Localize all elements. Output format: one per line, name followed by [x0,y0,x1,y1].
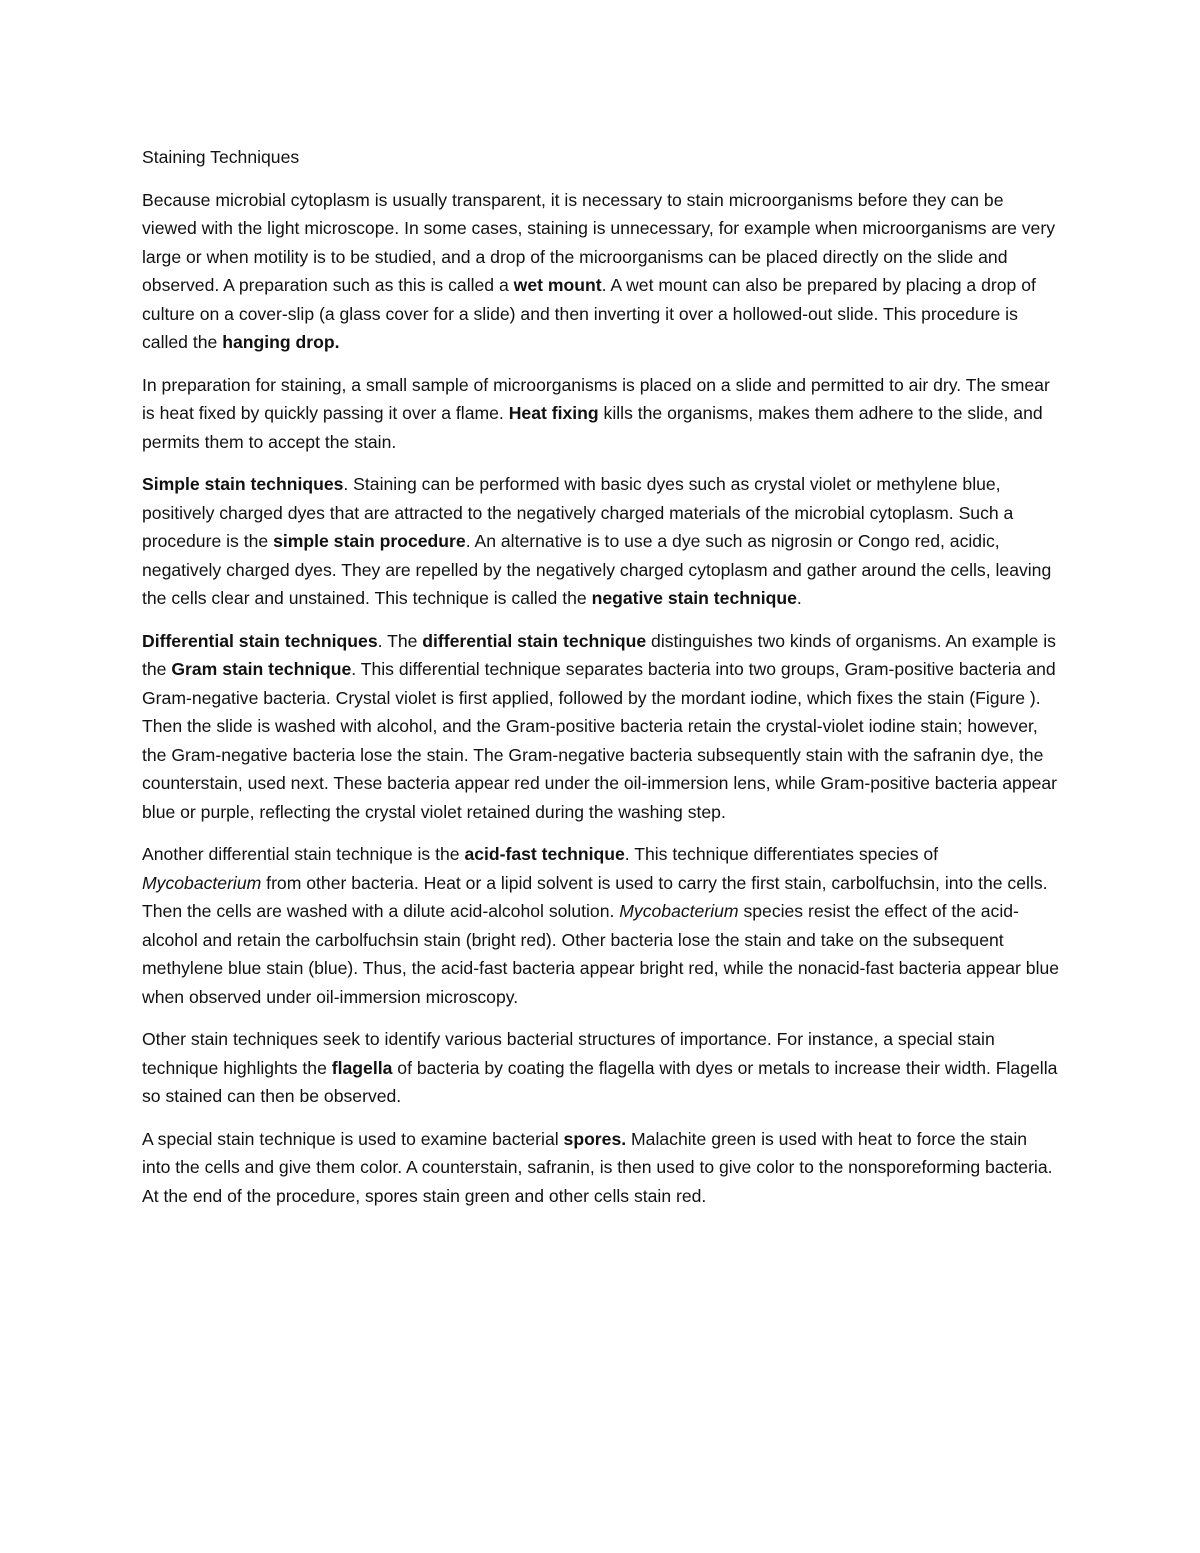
paragraph-spores [142,1125,1060,1211]
text-run: . [796,588,802,608]
text-run: Because microbial cytoplasm is usually transparent, it is necessary to stain microorganisms before they can be viewed with the light microscope. In some cases, staining is unnecessary, for example when microorganisms are very large or when motility is to be studied, and a drop of the microorganisms can be placed directly on the slide and observed. A preparation such as this is called a [142,189,1055,295]
text-run: Another differential stain technique is the [142,844,465,864]
document-body [142,143,1060,1224]
paragraph-wet-mount [142,186,1060,357]
document-title: Staining Techniques [142,147,300,167]
paragraph-heat-fixing [142,371,1060,457]
bold-term: Heat fixing [508,403,599,423]
bold-term: wet mount [513,275,602,295]
text-run: In preparation for staining, a small sample of microorganisms is placed on a slide and permitted to air dry. The smear is heat fixed by quickly passing it over a flame. [142,374,1050,423]
text-run: Other stain techniques seek to identify various bacterial structures of importance. For instance, a special stain technique highlights the [142,1029,995,1078]
text-run: . This technique differentiates species of [624,844,939,864]
bold-term: Gram stain technique [171,659,352,679]
bold-term: Simple stain techniques [142,474,344,494]
text-run: species resist the effect of the acid-alcohol and retain the carbolfuchsin stain (bright red). Other bacteria lose the stain and take on the subsequent methylene blue stain (blue). Thus, the acid-fast bacteria appear bright red, while the nonacid-fast bacteria appear blue when observed under oil-immersion microscopy. [142,901,1060,1007]
text-run: . This differential technique separates bacteria into two groups, Gram-positive bacteria and Gram-negative bacteria. Crystal violet is first applied, followed by the mordant iodine, which fixes the stain (Figure ). Then the slide is washed with alcohol, and the Gram-positive bacteria retain the crystal-violet iodine stain; however, the Gram-negative bacteria lose the stain. The Gram-negative bacteria subsequently stain with the safranin dye, the counterstain, used next. These bacteria appear red under the oil-immersion lens, while Gram-positive bacteria appear blue or purple, reflecting the crystal violet retained during the washing step. [142,659,1058,822]
bold-term: simple stain procedure [273,531,466,551]
bold-term: Differential stain techniques [142,630,378,651]
text-run: . An alternative is to use a dye such as nigrosin or Congo red, acidic, negatively charged dyes. They are repelled by the negatively charged cytoplasm and gather around the cells, leaving the cells clear and unstained. This technique is called the [142,531,1052,608]
text-run: . Staining can be performed with basic dyes such as crystal violet or methylene blue, positively charged dyes that are attracted to the negatively charged materials of the microbial cytoplasm. Such a procedure is the [142,474,1014,551]
italic-term: Mycobacterium [142,872,262,893]
bold-term: spores. [563,1128,627,1149]
bold-term: negative stain technique [591,588,797,608]
paragraph-simple-stain [142,470,1060,613]
text-run: . A wet mount can also be prepared by placing a drop of culture on a cover-slip (a glass cover for a slide) and then inverting it over a hollowed-out slide. This procedure is called the [142,275,1036,352]
bold-term: flagella [331,1057,393,1078]
text-run: of bacteria by coating the flagella with dyes or metals to increase their width. Flagella so stained can then be observed. [142,1057,1058,1106]
text-run: Malachite green is used with heat to force the stain into the cells and give them color. A counterstain, safranin, is then used to give color to the nonsporeforming bacteria. At the end of the procedure, spores stain green and other cells stain red. [142,1128,1053,1206]
text-run: kills the organisms, makes them adhere to the slide, and permits them to accept the stain. [142,403,1043,452]
paragraph-flagella [142,1025,1060,1111]
text-run: from other bacteria. Heat or a lipid solvent is used to carry the first stain, carbolfuchsin, into the cells. Then the cells are washed with a dilute acid-alcohol solution. [142,872,1048,921]
paragraph-acid-fast [142,840,1060,1011]
bold-term: acid-fast technique [464,844,625,864]
text-run: distinguishes two kinds of organisms. An example is the [142,630,1056,679]
paragraph-differential-stain [142,627,1060,827]
bold-term: differential stain technique [422,630,647,651]
bold-term: hanging drop. [222,332,340,352]
text-run: A special stain technique is used to examine bacterial [142,1128,564,1149]
italic-term: Mycobacterium [619,901,739,921]
text-run: . The [377,630,423,651]
